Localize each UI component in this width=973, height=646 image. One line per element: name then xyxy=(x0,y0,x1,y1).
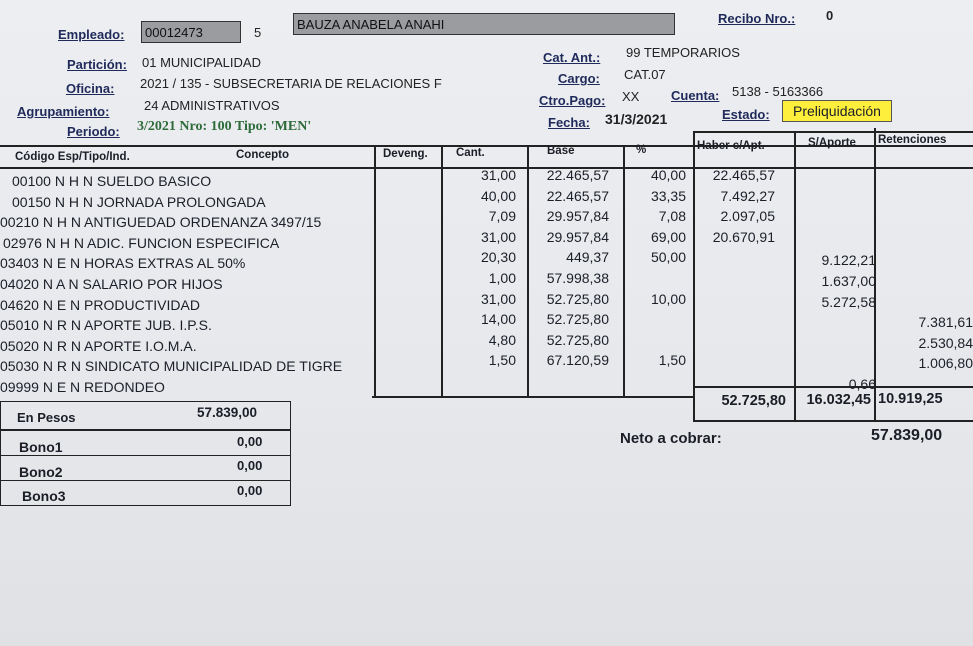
particion-value: 01 MUNICIPALIDAD xyxy=(142,55,261,70)
en-pesos-box xyxy=(0,401,291,430)
cuenta-value: 5138 - 5163366 xyxy=(732,84,824,99)
row-haber: 20.670,91 xyxy=(712,229,775,245)
ctro-pago-value: XX xyxy=(622,89,640,104)
periodo-value: 3/2021 Nro: 100 Tipo: 'MEN' xyxy=(137,119,312,134)
row-pct: 7,08 xyxy=(658,208,686,224)
recibo-label: Recibo Nro.: xyxy=(718,11,796,26)
bono3-box xyxy=(0,480,291,506)
row-concept: 00150 N H N JORNADA PROLONGADA xyxy=(12,194,266,210)
cargo-value: CAT.07 xyxy=(624,67,666,82)
table-bottom-line xyxy=(372,396,694,398)
row-saporte: 1.637,00 xyxy=(821,273,876,289)
row-ret: 7.381,61 xyxy=(918,314,973,330)
row-ret: 1.006,80 xyxy=(918,355,973,371)
row-cant: 31,00 xyxy=(480,291,516,307)
row-base: 57.998,38 xyxy=(546,270,609,286)
row-pct: 33,35 xyxy=(650,188,686,204)
row-haber: 22.465,57 xyxy=(712,167,775,183)
header-deveng: Deveng. xyxy=(383,148,428,160)
agrupamiento-label: Agrupamiento: xyxy=(17,104,110,119)
bono2-label: Bono2 xyxy=(19,464,63,480)
neto-value: 57.839,00 xyxy=(871,427,943,444)
row-concept: 03403 N E N HORAS EXTRAS AL 50% xyxy=(0,255,246,271)
row-base: 52.725,80 xyxy=(546,311,609,327)
row-pct: 69,00 xyxy=(650,229,686,245)
totals-bottom-line xyxy=(693,420,973,422)
row-cant: 20,30 xyxy=(480,249,516,265)
oficina-label: Oficina: xyxy=(66,81,115,96)
row-cant: 31,00 xyxy=(480,229,516,245)
row-concept: 05010 N R N APORTE JUB. I.P.S. xyxy=(0,317,212,333)
row-cant: 14,00 xyxy=(480,311,516,327)
row-cant: 1,50 xyxy=(488,352,516,368)
bono1-box xyxy=(0,430,291,456)
cuenta-label: Cuenta: xyxy=(671,88,720,103)
total-saporte: 16.032,45 xyxy=(806,392,871,408)
bono1-label: Bono1 xyxy=(19,439,63,455)
cargo-label: Cargo: xyxy=(558,71,600,86)
row-ret: 2.530,84 xyxy=(918,335,973,351)
row-pct: 10,00 xyxy=(650,291,686,307)
total-retenciones: 10.919,25 xyxy=(878,391,943,407)
bono2-box xyxy=(0,455,291,481)
total-haber: 52.725,80 xyxy=(721,393,786,409)
cat-ant-label: Cat. Ant.: xyxy=(543,50,601,65)
row-base: 29.957,84 xyxy=(546,229,609,245)
bono1-value: 0,00 xyxy=(237,434,263,449)
row-concept: 09999 N E N REDONDEO xyxy=(0,379,165,395)
row-base: 22.465,57 xyxy=(546,167,609,183)
row-base: 52.725,80 xyxy=(546,332,609,348)
empleado-label: Empleado: xyxy=(58,27,125,42)
header-haber: Haber c/Apt. xyxy=(697,140,765,152)
row-base: 52.725,80 xyxy=(546,291,609,307)
periodo-label: Periodo: xyxy=(67,124,120,139)
row-pct: 50,00 xyxy=(650,249,686,265)
row-haber: 2.097,05 xyxy=(720,208,775,224)
neto-label: Neto a cobrar: xyxy=(620,430,722,447)
row-concept: 04620 N E N PRODUCTIVIDAD xyxy=(0,297,200,313)
header-concepto: Concepto xyxy=(236,149,290,161)
row-cant: 4,80 xyxy=(488,332,516,348)
agrupamiento-value: 24 ADMINISTRATIVOS xyxy=(144,98,280,113)
estado-badge: Preliquidación xyxy=(782,100,892,122)
row-concept: 00210 N H N ANTIGUEDAD ORDENANZA 3497/15 xyxy=(0,214,322,230)
header-pct: % xyxy=(636,144,647,156)
empleado-digit: 5 xyxy=(254,25,262,40)
row-base: 22.465,57 xyxy=(546,188,609,204)
header-cant: Cant. xyxy=(456,147,485,159)
row-concept: 02976 N H N ADIC. FUNCION ESPECIFICA xyxy=(3,235,280,251)
right-header-top-line xyxy=(693,131,973,133)
row-cant: 40,00 xyxy=(480,188,516,204)
empleado-name-field: BAUZA ANABELA ANAHI xyxy=(293,13,675,35)
row-saporte: 5.272,58 xyxy=(821,294,876,310)
row-pct: 40,00 xyxy=(650,167,686,183)
empleado-number-field: 00012473 xyxy=(141,21,241,43)
en-pesos-label: En Pesos xyxy=(17,410,76,425)
particion-label: Partición: xyxy=(67,57,127,72)
header-retenciones: Retenciones xyxy=(878,134,947,146)
en-pesos-value: 57.839,00 xyxy=(197,405,258,420)
row-base: 449,37 xyxy=(566,249,609,265)
fecha-value: 31/3/2021 xyxy=(605,111,668,127)
row-base: 29.957,84 xyxy=(546,208,609,224)
estado-label: Estado: xyxy=(722,107,770,122)
row-saporte: 0,66 xyxy=(848,376,876,392)
cat-ant-value: 99 TEMPORARIOS xyxy=(626,45,740,60)
row-concept: 05020 N R N APORTE I.O.M.A. xyxy=(0,338,197,354)
header-codigo: Código Esp/Tipo/Ind. xyxy=(15,151,130,163)
row-concept: 04020 N A N SALARIO POR HIJOS xyxy=(0,276,223,292)
row-cant: 31,00 xyxy=(480,167,516,183)
row-pct: 1,50 xyxy=(658,352,686,368)
row-cant: 1,00 xyxy=(488,270,516,286)
recibo-number: 0 xyxy=(826,8,834,23)
header-saporte: S/Aporte xyxy=(808,137,856,149)
ctro-pago-label: Ctro.Pago: xyxy=(539,93,606,108)
bono2-value: 0,00 xyxy=(237,458,263,473)
row-base: 67.120,59 xyxy=(546,352,609,368)
row-concept: 00100 N H N SUELDO BASICO xyxy=(12,173,212,189)
bono3-value: 0,00 xyxy=(237,483,263,498)
header-base: Base xyxy=(547,145,575,157)
row-saporte: 9.122,21 xyxy=(821,252,876,268)
bono3-label: Bono3 xyxy=(22,488,66,504)
fecha-label: Fecha: xyxy=(548,115,590,130)
row-concept: 05030 N R N SINDICATO MUNICIPALIDAD DE TIGRE xyxy=(0,358,343,374)
row-cant: 7,09 xyxy=(488,208,516,224)
oficina-value: 2021 / 135 - SUBSECRETARIA DE RELACIONES F xyxy=(140,76,442,91)
row-haber: 7.492,27 xyxy=(720,188,775,204)
